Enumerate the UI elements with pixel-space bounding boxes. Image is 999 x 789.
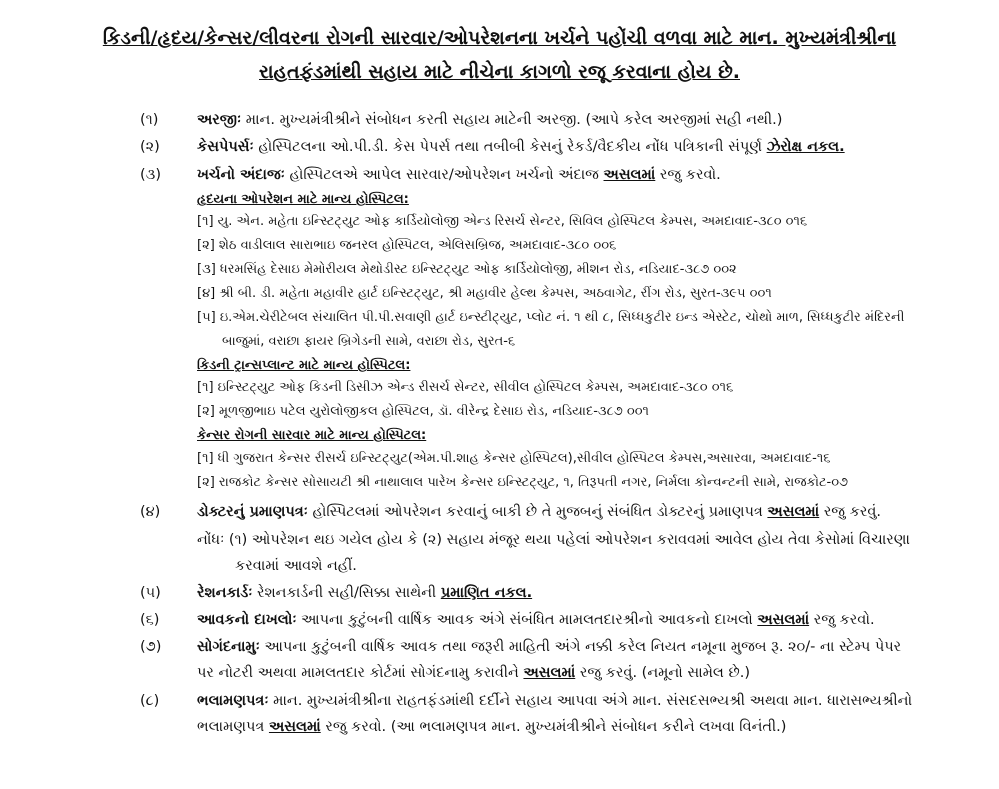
hospital-item: [૫] ઇ.એમ.ચેરીટેબલ સંચાલિત પી.પી.સવાણી હાર્ટ ઇન્સ્ટીટ્યુટ, પ્લોટ નં. ૧ થી ૮, સિધ્ધકુટીર ઇન્ડ એસ્ટેટ, ચોથો માળ, સિધ્ધકુટીર મંદિરની: [197, 310, 905, 325]
item-text: આપના કુટુંબની વાર્ષિક આવક અંગે સંબંધિત મામલતદારશ્રીનો આવકનો દાખલો: [301, 612, 753, 628]
heart-hospitals-heading: હૃદયના ઓપરેશન માટે માન્ય હોસ્પિટલ:: [197, 192, 409, 207]
item-label: રેશનકાર્ડઃ: [197, 585, 253, 601]
item-cont-text: ભલામણપત્ર: [197, 719, 265, 735]
item-emphasis: અસલમાં: [757, 612, 810, 628]
item-label: ખર્ચનો અંદાજઃ: [197, 167, 285, 183]
item-number: (૭): [140, 639, 162, 655]
item-cont-text: પર નોટરી અથવા મામલતદાર કોર્ટમાં સોગંદનામુ કરાવીને: [197, 665, 519, 681]
item-text: હોસ્પિટલએ આપેલ સારવાર/ઓપરેશન ખર્ચનો અંદાજ: [289, 167, 599, 183]
cancer-hospitals-heading: કેન્સર રોગની સારવાર માટે માન્ય હોસ્પિટલ:: [197, 428, 427, 443]
hospital-item: [૪] શ્રી બી. ડી. મહેતા મહાવીર હાર્ટ ઇન્સ્ટિટ્યુટ, શ્રી મહાવીર હેલ્થ કેમ્પસ, અઠવાગેટ, રીંગ રોડ, સુરત-૩૯૫ ૦૦૧: [197, 286, 772, 301]
hospital-item: [૨] રાજકોટ કેન્સર સોસાયટી શ્રી નાથાલાલ પારેખ કેન્સર ઇન્સ્ટિટ્યુટ, ૧, તિરૂપતી નગર, નિર્મલા કોન્વન્ટની સામે, રાજકોટ-૦૭: [197, 475, 849, 490]
hospital-item: [૧] ઇન્સ્ટિટ્યુટ ઓફ કિડની ડિસીઝ એન્ડ રીસર્ચ સેન્ટર, સીવીલ હોસ્પિટલ કેમ્પસ, અમદાવાદ-૩૮૦ ૦૧૬: [197, 380, 734, 395]
item-text: આપના કુટુંબની વાર્ષિક આવક તથા જરૂરી માહિતી અંગે નક્કી કરેલ નિયત નમૂના મુજબ રૂ. ૨૦/- ના સ્ટેમ્પ પેપર: [264, 639, 902, 655]
item-label: આવકનો દાખલોઃ: [197, 612, 297, 628]
hospital-item-continuation: બાજુમાં, વરાછા ફાયર બ્રિગેડની સામે, વરાછા રોડ, સુરત-૬: [222, 334, 516, 349]
item-label: કેસપેપર્સઃ: [197, 139, 254, 155]
item-text: હોસ્પિટલના ઓ.પી.ડી. કેસ પેપર્સ તથા તબીબી કેસનું રેકર્ડ/વૈદકીય નોંધ પત્રિકાની સંપૂર્ણ: [258, 139, 762, 155]
item-number: (૮): [140, 693, 160, 709]
list-item-continuation: [197, 717, 786, 737]
list-item-continuation: [197, 663, 750, 683]
item-tail: રજુ કરવો.: [813, 612, 875, 628]
item-number: (૬): [140, 612, 160, 628]
item-text: માન. મુખ્યમંત્રીશ્રીના રાહતફંડમાંથી દર્દીને સહાય આપવા અંગે માન. સંસદસભ્યશ્રી અથવા માન. ધારાસભ્યશ્રીનો: [273, 693, 913, 709]
item-number: (૧): [140, 112, 159, 128]
item-tail: રજુ કરવો.: [659, 167, 721, 183]
item-emphasis: અસલમાં: [268, 719, 321, 735]
item-label: ભલામણપત્રઃ: [197, 693, 269, 709]
item-label: અરજીઃ: [197, 112, 242, 128]
item-number: (૩): [140, 167, 161, 183]
hospital-item: [૨] મૂળજીભાઇ પટેલ યુરોલોજીકલ હોસ્પિટલ, ડૉ. વીરેન્દ્ર દેસાઇ રોડ, નડિયાદ-૩૮૭ ૦૦૧: [197, 404, 649, 419]
item-text: માન. મુખ્યમંત્રીશ્રીને સંબોધન કરતી સહાય માટેની અરજી. (આપે કરેલ અરજીમાં સહી નથી.): [245, 112, 783, 128]
hospital-item: [૧] ધી ગુજરાત કેન્સર રીસર્ચ ઇન્સ્ટિટ્યુટ(એમ.પી.શાહ કેન્સર હોસ્પિટલ),સીવીલ હોસ્પિટલ કેમ્પસ,અસારવા, અમદાવાદ-૧૬: [197, 451, 831, 466]
item-emphasis: અસલમાં: [603, 167, 656, 183]
item-tail: રજુ કરવું. (નમૂનો સામેલ છે.): [579, 665, 750, 681]
item-number: (૨): [140, 139, 160, 155]
note-line-1: નોંધઃ (૧) ઓપરેશન થઇ ગયેલ હોય કે (૨) સહાય મંજૂર થયા પહેલાં ઓપરેશન કરાવવમાં આવેલ હોય તેવા કેસોમાં વિચારણા: [197, 532, 910, 548]
hospital-item: [૨] શેઠ વાડીલાલ સારાભાઇ જનરલ હોસ્પિટલ, એલિસબ્રિજ, અમદાવાદ-૩૮૦ ૦૦૬: [197, 238, 617, 253]
document-title-line-1: કિડની/હૃદય/કેન્સર/લીવરના રોગની સારવાર/ઓપરેશનના ખર્ચને પહોંચી વળવા માટે માન. મુખ્યમંત્રીશ્રીના: [102, 27, 897, 49]
item-tail: રજુ કરવો. (આ ભલામણપત્ર માન. મુખ્યમંત્રીશ્રીને સંબોધન કરીને લખવા વિનંતી.): [325, 719, 787, 735]
note-line-2: કરવામાં આવશે નહીં.: [235, 558, 357, 574]
item-emphasis: અસલમાં: [767, 504, 820, 520]
hospital-item: [૧] યુ. એન. મહેતા ઇન્સ્ટિટ્યુટ ઓફ કાર્ડિયોલોજી એન્ડ રિસર્ચ સેન્ટર, સિવિલ હોસ્પિટલ કેમ્પસ, અમદાવાદ-૩૮૦ ૦૧૬: [197, 214, 808, 229]
item-emphasis: અસલમાં: [523, 665, 576, 681]
item-number: (૫): [140, 585, 161, 601]
item-text: હોસ્પિટલમાં ઓપરેશન કરવાનું બાકી છે તે મુજબનું સંબંધિત ડોક્ટરનું પ્રમાણપત્ર: [312, 504, 763, 520]
item-number: (૪): [140, 504, 161, 520]
item-text: રેશનકાર્ડની સહી/સિક્કા સાથેની: [257, 585, 437, 601]
item-tail: રજુ કરવું.: [823, 504, 882, 520]
document-title-line-2: રાહતફંડમાંથી સહાય માટે નીચેના કાગળો રજૂ કરવાના હોય છે.: [259, 61, 740, 83]
item-emphasis: પ્રમાણિત નકલ.: [440, 585, 533, 601]
item-emphasis: ઝેરોક્ષ નકલ.: [766, 139, 845, 155]
item-label: સોગંદનામુઃ: [197, 639, 260, 655]
kidney-hospitals-heading: કિડની ટ્રાન્સપ્લાન્ટ માટે માન્ય હોસ્પિટલ:: [197, 358, 411, 373]
hospital-item: [૩] ધરમસિંહ દેસાઇ મેમોરીયલ મેથોડીસ્ટ ઇન્સ્ટિટ્યુટ ઓફ કાર્ડિયોલોજી, મીશન રોડ, નડિયાદ-૩૮૭ ૦૦૨: [197, 262, 737, 277]
item-label: ડોક્ટરનું પ્રમાણપત્રઃ: [197, 504, 308, 520]
